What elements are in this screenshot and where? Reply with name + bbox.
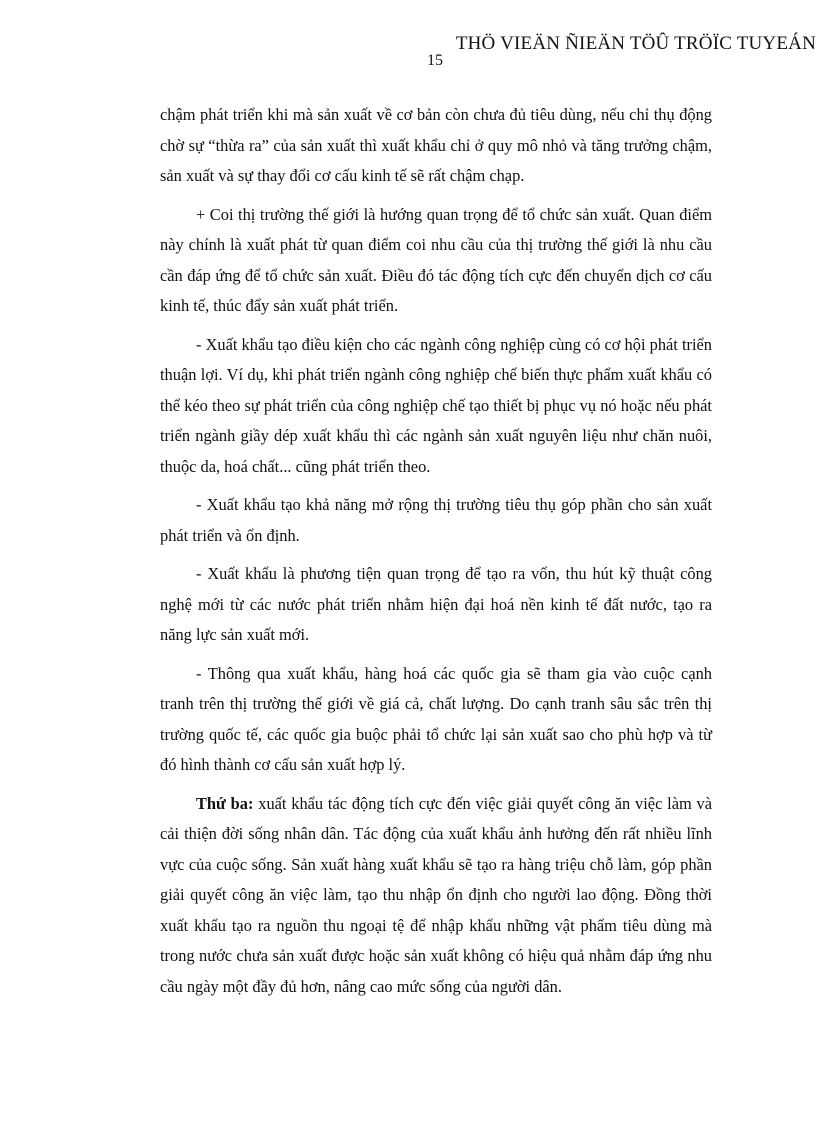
page-number: 15 <box>427 52 443 69</box>
library-watermark: THÖ VIEÄN ÑIEÄN TÖÛ TRÖÏC TUYEÁN <box>455 33 816 54</box>
paragraph-thu-ba <box>160 789 712 1003</box>
paragraph: + Coi thị trường thế giới là hướng quan trọng để tổ chức sản xuất. Quan điểm này chính là xuất phát từ quan điểm coi nhu cầu của thị trường thế giới là nhu cầu cần đáp ứng để tổ chức sản xuất. Điều đó tác động tích cực đến chuyển dịch cơ cấu kinh tế, thúc đẩy sản xuất phát triển. <box>160 204 712 315</box>
paragraph-text: xuất khẩu tác động tích cực đến việc giải quyết công ăn việc làm và cải thiện đời sống nhân dân. Tác động của xuất khẩu ảnh hưởng đến rất nhiều lĩnh vực của cuộc sống. Sản xuất hàng xuất khẩu sẽ tạo ra hàng triệu chỗ làm, góp phần giải quyết công ăn việc làm, tạo thu nhập ổn định cho người lao động. Đồng thời xuất khẩu tạo ra nguồn thu ngoại tệ để nhập khẩu những vật phẩm tiêu dùng mà trong nước chưa sản xuất được hoặc sản xuất không có hiệu quả nhằm đáp ứng nhu cầu ngày một đầy đủ hơn, nâng cao mức sống của người dân. <box>160 793 712 996</box>
section-lead: Thứ ba: <box>196 793 254 813</box>
paragraph: - Xuất khẩu tạo khả năng mở rộng thị trường tiêu thụ góp phần cho sản xuất phát triển và ổn định. <box>160 495 712 545</box>
paragraph: - Xuất khẩu là phương tiện quan trọng để tạo ra vốn, thu hút kỹ thuật công nghệ mới từ các nước phát triển nhằm hiện đại hoá nền kinh tế đất nước, tạo ra năng lực sản xuất mới. <box>160 564 712 644</box>
paragraph: - Xuất khẩu tạo điều kiện cho các ngành công nghiệp cùng có cơ hội phát triển thuận lợi. Ví dụ, khi phát triển ngành công nghiệp chế biến thực phẩm xuất khẩu có thể kéo theo sự phát triển của công nghiệp chế tạo thiết bị phục vụ nó hoặc nếu phát triển ngành giầy dép xuất khẩu thì các ngành sản xuất nguyên liệu như chăn nuôi, thuộc da, hoá chất... cũng phát triển theo. <box>160 334 712 476</box>
paragraph: - Thông qua xuất khẩu, hàng hoá các quốc gia sẽ tham gia vào cuộc cạnh tranh trên thị trường thế giới về giá cả, chất lượng. Do cạnh tranh sâu sắc trên thị trường quốc tế, các quốc gia buộc phải tổ chức lại sản xuất sao cho phù hợp và từ đó hình thành cơ cấu sản xuất hợp lý. <box>160 663 712 774</box>
document-body <box>160 100 712 1010</box>
paragraph: chậm phát triển khi mà sản xuất về cơ bản còn chưa đủ tiêu dùng, nếu chỉ thụ động chờ sự “thừa ra” của sản xuất thì xuất khẩu chỉ ở quy mô nhỏ và tăng trưởng chậm, sản xuất và sự thay đổi cơ cấu kinh tế sẽ rất chậm chạp. <box>160 105 712 185</box>
